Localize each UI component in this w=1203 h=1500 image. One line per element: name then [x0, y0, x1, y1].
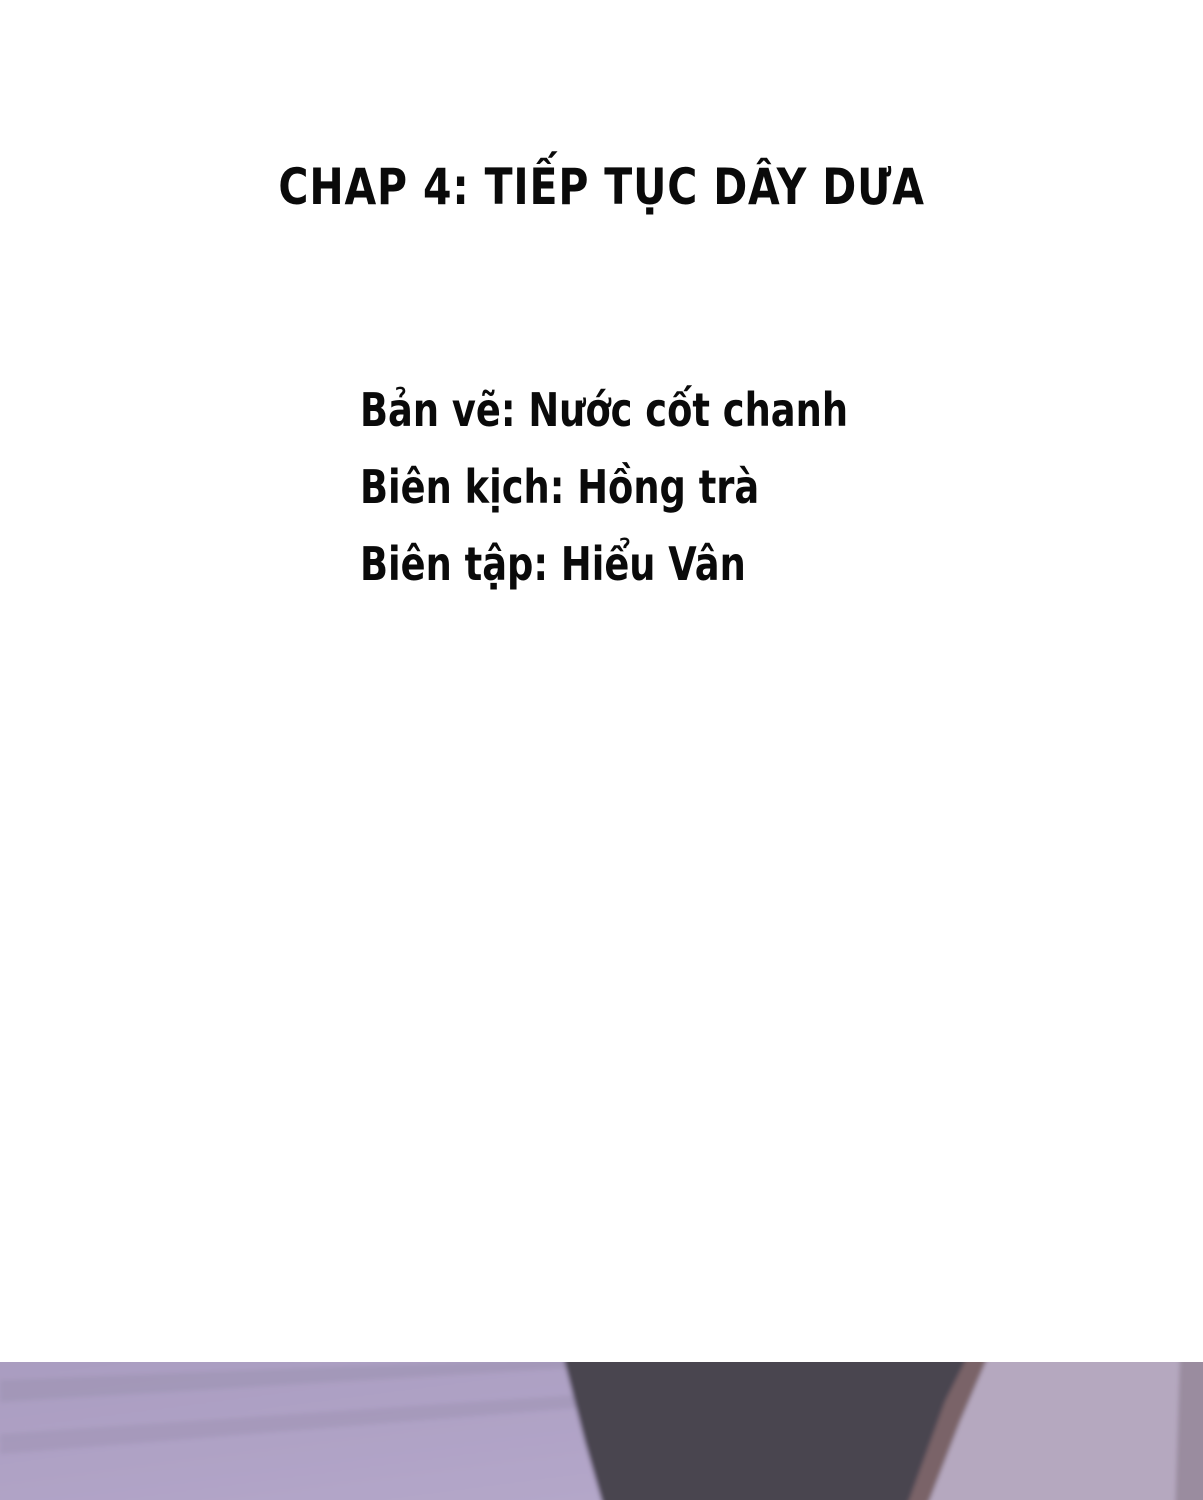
credits-list — [360, 372, 970, 603]
credit-artist: Bản vẽ: Nước cốt chanh — [360, 383, 849, 437]
panel-dark-shape — [562, 1362, 970, 1500]
next-panel-artwork — [0, 1362, 1203, 1500]
chapter-title: CHAP 4: TIẾP TỤC DÂY DƯA — [278, 158, 925, 216]
panel-illustration — [0, 1362, 1203, 1500]
panel-right-shape — [1175, 1362, 1203, 1500]
credit-editor: Biên tập: Hiểu Vân — [360, 537, 746, 591]
credit-writer: Biên kịch: Hồng trà — [360, 460, 760, 514]
